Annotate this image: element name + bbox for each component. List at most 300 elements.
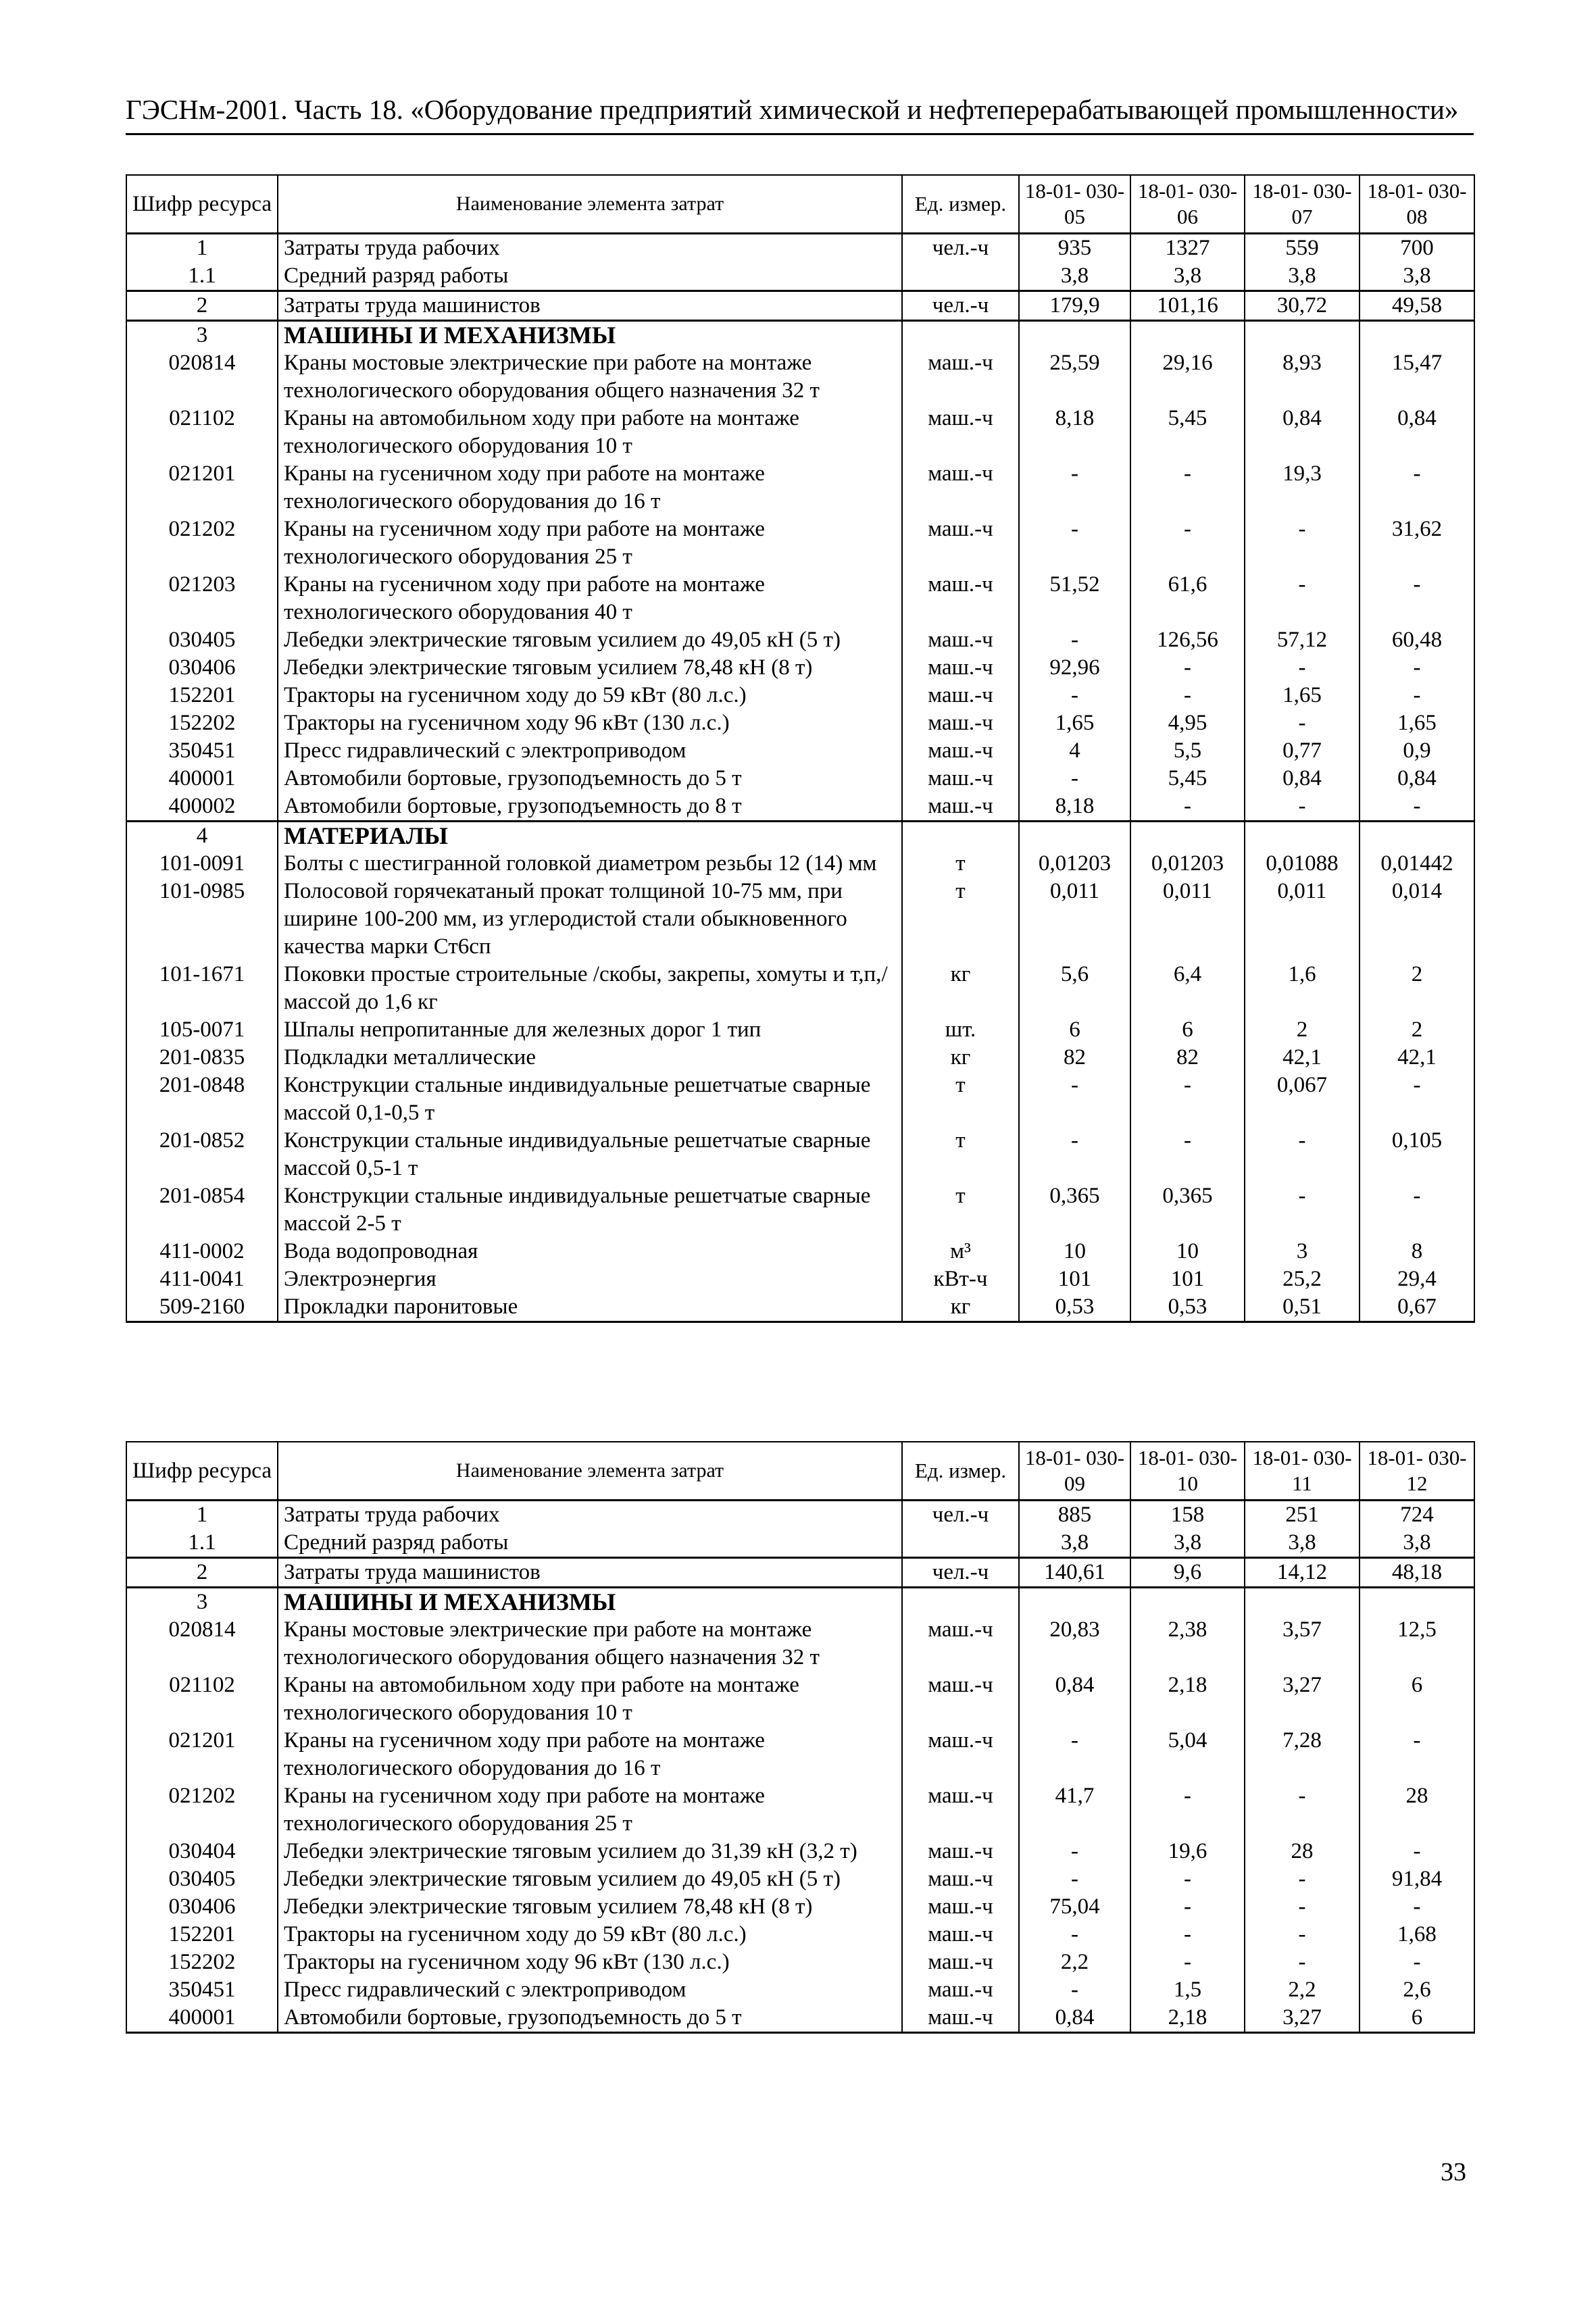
norm-value-cell: - <box>1019 1865 1130 1893</box>
resource-code-cell: 2 <box>126 1558 278 1588</box>
cost-element-name-cell: Краны мостовые электрические при работе на монтаже технологического оборудования общего назначения 32 т <box>278 1616 902 1671</box>
resource-code-cell: 021102 <box>126 1671 278 1727</box>
resource-code-cell: 021201 <box>126 460 278 515</box>
resource-code-cell: 411-0002 <box>126 1238 278 1265</box>
norm-value-cell: 0,84 <box>1245 765 1360 793</box>
norm-value-cell: 0,9 <box>1360 737 1474 765</box>
norm-value-cell: 724 <box>1360 1501 1474 1530</box>
resource-code-cell: 2 <box>126 291 278 321</box>
norm-value-cell: 0,011 <box>1245 878 1360 961</box>
norm-value-cell: 0,84 <box>1245 405 1360 460</box>
norm-value-cell: 42,1 <box>1245 1044 1360 1072</box>
norm-value-cell: - <box>1130 1072 1245 1127</box>
table-row <box>126 1501 1474 1530</box>
cost-element-name-cell: Лебедки электрические тяговым усилием 78,48 кН (8 т) <box>278 654 902 682</box>
cost-element-name-cell: Затраты труда машинистов <box>278 1558 902 1588</box>
norm-value-cell: - <box>1360 1072 1474 1127</box>
norm-value-cell: 2,2 <box>1019 1948 1130 1976</box>
norm-value-cell: 0,67 <box>1360 1293 1474 1322</box>
norm-value-cell: 0,067 <box>1245 1072 1360 1127</box>
cost-element-name-cell: Пресс гидравлический с электроприводом <box>278 737 902 765</box>
norm-value-cell: - <box>1245 1782 1360 1838</box>
resource-code-cell: 021203 <box>126 571 278 626</box>
unit-cell <box>902 1529 1019 1558</box>
unit-cell: маш.-ч <box>902 1921 1019 1948</box>
cost-element-name-cell: Автомобили бортовые, грузоподъемность до 5 т <box>278 765 902 793</box>
page-number: 33 <box>1441 2158 1466 2186</box>
norm-value-cell: 0,51 <box>1245 1293 1360 1322</box>
norm-value-cell: 2 <box>1245 1016 1360 1044</box>
cost-element-name-cell: Лебедки электрические тяговым усилием до 31,39 кН (3,2 т) <box>278 1838 902 1865</box>
norm-value-cell: 6 <box>1130 1016 1245 1044</box>
norm-value-cell: 2,2 <box>1245 1976 1360 2004</box>
unit-cell: т <box>902 1182 1019 1238</box>
norm-value-cell <box>1130 822 1245 851</box>
norm-value-cell: 3,8 <box>1130 262 1245 291</box>
norm-value-cell: - <box>1245 1948 1360 1976</box>
resource-code-cell: 152202 <box>126 1948 278 1976</box>
table-row <box>126 1044 1474 1072</box>
table-row <box>126 654 1474 682</box>
norm-value-cell <box>1360 1588 1474 1617</box>
table-row <box>126 571 1474 626</box>
norm-value-cell: 1,65 <box>1360 709 1474 737</box>
unit-cell: чел.-ч <box>902 234 1019 263</box>
unit-cell: маш.-ч <box>902 460 1019 515</box>
table-row <box>126 262 1474 291</box>
table-row <box>126 1616 1474 1671</box>
norm-value-cell: 3,8 <box>1245 1529 1360 1558</box>
norm-value-cell: - <box>1245 1182 1360 1238</box>
norm-value-cell: 2,38 <box>1130 1616 1245 1671</box>
cost-element-name-cell: Пресс гидравлический с электроприводом <box>278 1976 902 2004</box>
norm-value-cell: 0,84 <box>1360 765 1474 793</box>
unit-cell: т <box>902 1127 1019 1182</box>
unit-cell <box>902 321 1019 350</box>
cost-element-name-cell: МАТЕРИАЛЫ <box>278 822 902 851</box>
cost-element-name-cell: Краны на автомобильном ходу при работе на монтаже технологического оборудования 10 т <box>278 405 902 460</box>
norm-value-cell: - <box>1360 1182 1474 1238</box>
cost-element-name-cell: Средний разряд работы <box>278 262 902 291</box>
norm-value-cell: 0,84 <box>1019 2004 1130 2033</box>
norm-value-cell: - <box>1360 793 1474 822</box>
cost-element-name-cell: Болты с шестигранной головкой диаметром резьбы 12 (14) мм <box>278 850 902 878</box>
cost-element-name-cell: МАШИНЫ И МЕХАНИЗМЫ <box>278 1588 902 1617</box>
table-row <box>126 1921 1474 1948</box>
norm-value-cell: - <box>1019 682 1130 709</box>
table-row <box>126 515 1474 571</box>
norm-value-cell: 0,01442 <box>1360 850 1474 878</box>
norm-value-cell: 0,01088 <box>1245 850 1360 878</box>
unit-cell: маш.-ч <box>902 1976 1019 2004</box>
table-row <box>126 234 1474 263</box>
norm-value-cell: 8 <box>1360 1238 1474 1265</box>
col-header-unit: Ед. измер. <box>902 175 1019 234</box>
norm-value-cell: - <box>1360 571 1474 626</box>
resource-code-cell: 101-1671 <box>126 961 278 1016</box>
norm-value-cell: - <box>1130 1782 1245 1838</box>
norm-value-cell: 0,011 <box>1019 878 1130 961</box>
norm-value-cell: - <box>1245 1127 1360 1182</box>
table-row <box>126 460 1474 515</box>
norm-value-cell: - <box>1360 1948 1474 1976</box>
resource-code-cell: 101-0091 <box>126 850 278 878</box>
norm-value-cell: 1,68 <box>1360 1921 1474 1948</box>
cost-element-name-cell: Подкладки металлические <box>278 1044 902 1072</box>
resource-code-cell: 400001 <box>126 2004 278 2033</box>
table-row <box>126 1782 1474 1838</box>
cost-element-name-cell: Поковки простые строительные /скобы, закрепы, хомуты и т,п,/ массой до 1,6 кг <box>278 961 902 1016</box>
norm-value-cell <box>1245 822 1360 851</box>
cost-element-name-cell: Краны мостовые электрические при работе на монтаже технологического оборудования общего назначения 32 т <box>278 349 902 405</box>
norm-value-cell: - <box>1245 1893 1360 1921</box>
unit-cell: чел.-ч <box>902 1558 1019 1588</box>
table-row <box>126 291 1474 321</box>
norm-value-cell: 0,77 <box>1245 737 1360 765</box>
cost-element-name-cell: Электроэнергия <box>278 1265 902 1293</box>
norm-value-cell: 0,105 <box>1360 1127 1474 1182</box>
norm-value-cell: 935 <box>1019 234 1130 263</box>
norm-value-cell: 1,5 <box>1130 1976 1245 2004</box>
resource-code-cell: 101-0985 <box>126 878 278 961</box>
norm-value-cell: - <box>1130 1865 1245 1893</box>
norm-value-cell: - <box>1245 709 1360 737</box>
resource-code-cell: 021201 <box>126 1727 278 1782</box>
norm-value-cell: 4 <box>1019 737 1130 765</box>
unit-cell: кг <box>902 1044 1019 1072</box>
table-row <box>126 1529 1474 1558</box>
resource-code-cell: 152202 <box>126 709 278 737</box>
norm-value-cell <box>1360 822 1474 851</box>
norm-value-cell: 29,16 <box>1130 349 1245 405</box>
cost-element-name-cell: Тракторы на гусеничном ходу 96 кВт (130 л.с.) <box>278 709 902 737</box>
resource-code-cell: 030404 <box>126 1838 278 1865</box>
table-row <box>126 709 1474 737</box>
table-row <box>126 1838 1474 1865</box>
resource-code-cell: 350451 <box>126 1976 278 2004</box>
norm-value-cell: - <box>1360 1727 1474 1782</box>
norm-value-cell: 101 <box>1130 1265 1245 1293</box>
norm-value-cell: 82 <box>1019 1044 1130 1072</box>
norm-value-cell: 5,45 <box>1130 405 1245 460</box>
cost-element-name-cell: Средний разряд работы <box>278 1529 902 1558</box>
resource-code-cell: 1.1 <box>126 262 278 291</box>
norm-value-cell: - <box>1130 1127 1245 1182</box>
col-header-norm-code: 18-01- 030-10 <box>1130 1442 1245 1501</box>
resource-code-cell: 201-0852 <box>126 1127 278 1182</box>
resource-code-cell: 411-0041 <box>126 1265 278 1293</box>
norm-value-cell: 48,18 <box>1360 1558 1474 1588</box>
norm-value-cell: 3,8 <box>1130 1529 1245 1558</box>
norm-value-cell: 8,18 <box>1019 405 1130 460</box>
col-header-norm-code: 18-01- 030-08 <box>1360 175 1474 234</box>
resource-code-cell: 021202 <box>126 1782 278 1838</box>
cost-element-name-cell: Прокладки паронитовые <box>278 1293 902 1322</box>
table-row <box>126 850 1474 878</box>
header-rule <box>126 133 1474 135</box>
unit-cell: т <box>902 878 1019 961</box>
norm-value-cell: 15,47 <box>1360 349 1474 405</box>
col-header-code: Шифр ресурса <box>126 175 278 234</box>
norm-value-cell: 0,84 <box>1360 405 1474 460</box>
cost-element-name-cell: Автомобили бортовые, грузоподъемность до 8 т <box>278 793 902 822</box>
norm-value-cell: 8,93 <box>1245 349 1360 405</box>
norm-value-cell: 5,5 <box>1130 737 1245 765</box>
norm-value-cell: 19,3 <box>1245 460 1360 515</box>
norm-value-cell: - <box>1245 571 1360 626</box>
cost-element-name-cell: Конструкции стальные индивидуальные решетчатые сварные массой 0,5-1 т <box>278 1127 902 1182</box>
unit-cell: чел.-ч <box>902 1501 1019 1530</box>
norm-value-cell: - <box>1360 1893 1474 1921</box>
norm-value-cell: - <box>1019 515 1130 571</box>
table-row <box>126 878 1474 961</box>
norm-value-cell: 885 <box>1019 1501 1130 1530</box>
cost-element-name-cell: Краны на гусеничном ходу при работе на монтаже технологического оборудования 40 т <box>278 571 902 626</box>
cost-element-name-cell: Шпалы непропитанные для железных дорог 1 тип <box>278 1016 902 1044</box>
resource-code-cell: 152201 <box>126 682 278 709</box>
cost-element-name-cell: Краны на автомобильном ходу при работе на монтаже технологического оборудования 10 т <box>278 1671 902 1727</box>
norm-value-cell: 126,56 <box>1130 626 1245 654</box>
unit-cell: маш.-ч <box>902 1671 1019 1727</box>
norm-value-cell: 12,5 <box>1360 1616 1474 1671</box>
resource-code-cell: 030406 <box>126 1893 278 1921</box>
norm-value-cell: 5,6 <box>1019 961 1130 1016</box>
unit-cell: маш.-ч <box>902 2004 1019 2033</box>
table-row <box>126 961 1474 1016</box>
col-header-norm-code: 18-01- 030-09 <box>1019 1442 1130 1501</box>
unit-cell: маш.-ч <box>902 682 1019 709</box>
norm-value-cell: - <box>1019 1921 1130 1948</box>
unit-cell: т <box>902 1072 1019 1127</box>
norm-value-cell: - <box>1019 1072 1130 1127</box>
cost-element-name-cell: МАШИНЫ И МЕХАНИЗМЫ <box>278 321 902 350</box>
unit-cell: маш.-ч <box>902 349 1019 405</box>
table-row <box>126 321 1474 350</box>
col-header-unit: Ед. измер. <box>902 1442 1019 1501</box>
norm-value-cell: 82 <box>1130 1044 1245 1072</box>
norm-value-cell: - <box>1245 1921 1360 1948</box>
norm-value-cell: 20,83 <box>1019 1616 1130 1671</box>
col-header-norm-code: 18-01- 030-12 <box>1360 1442 1474 1501</box>
norm-value-cell: 75,04 <box>1019 1893 1130 1921</box>
cost-element-name-cell: Вода водопроводная <box>278 1238 902 1265</box>
col-header-norm-code: 18-01- 030-11 <box>1245 1442 1360 1501</box>
table-row <box>126 822 1474 851</box>
table-row <box>126 765 1474 793</box>
resource-code-cell: 1 <box>126 1501 278 1530</box>
table-row <box>126 1182 1474 1238</box>
norm-value-cell: 158 <box>1130 1501 1245 1530</box>
resource-code-cell: 152201 <box>126 1921 278 1948</box>
norm-value-cell: - <box>1130 654 1245 682</box>
norm-value-cell: 0,53 <box>1130 1293 1245 1322</box>
table-row <box>126 1893 1474 1921</box>
norm-value-cell: 25,2 <box>1245 1265 1360 1293</box>
norm-value-cell <box>1130 321 1245 350</box>
resource-code-cell: 201-0848 <box>126 1072 278 1127</box>
col-header-name: Наименование элемента затрат <box>278 175 902 234</box>
cost-element-name-cell: Автомобили бортовые, грузоподъемность до 5 т <box>278 2004 902 2033</box>
norm-value-cell: 10 <box>1130 1238 1245 1265</box>
norm-value-cell: 25,59 <box>1019 349 1130 405</box>
norm-value-cell: 0,014 <box>1360 878 1474 961</box>
norm-value-cell: - <box>1360 1838 1474 1865</box>
unit-cell: м³ <box>902 1238 1019 1265</box>
norm-value-cell <box>1019 1588 1130 1617</box>
table-row <box>126 1293 1474 1322</box>
table-row <box>126 1238 1474 1265</box>
resource-code-cell: 201-0835 <box>126 1044 278 1072</box>
table-row <box>126 1671 1474 1727</box>
norm-value-cell: 57,12 <box>1245 626 1360 654</box>
norm-value-cell: 60,48 <box>1360 626 1474 654</box>
col-header-name: Наименование элемента затрат <box>278 1442 902 1501</box>
cost-element-name-cell: Конструкции стальные индивидуальные решетчатые сварные массой 0,1-0,5 т <box>278 1072 902 1127</box>
resource-code-cell: 3 <box>126 321 278 350</box>
norm-value-cell: - <box>1130 1921 1245 1948</box>
norm-value-cell: - <box>1019 765 1130 793</box>
norm-value-cell: 3,8 <box>1360 262 1474 291</box>
table-row <box>126 1072 1474 1127</box>
cost-element-name-cell: Затраты труда рабочих <box>278 1501 902 1530</box>
cost-element-name-cell: Затраты труда машинистов <box>278 291 902 321</box>
norm-value-cell: 0,365 <box>1130 1182 1245 1238</box>
norm-value-cell: 2,6 <box>1360 1976 1474 2004</box>
unit-cell: маш.-ч <box>902 571 1019 626</box>
resource-code-cell: 021202 <box>126 515 278 571</box>
norm-value-cell: 1,6 <box>1245 961 1360 1016</box>
unit-cell: маш.-ч <box>902 765 1019 793</box>
cost-element-name-cell: Конструкции стальные индивидуальные решетчатые сварные массой 2-5 т <box>278 1182 902 1238</box>
unit-cell: т <box>902 850 1019 878</box>
norm-value-cell: - <box>1019 1838 1130 1865</box>
norm-value-cell: 3,8 <box>1360 1529 1474 1558</box>
resource-code-cell: 020814 <box>126 1616 278 1671</box>
norm-value-cell: 28 <box>1360 1782 1474 1838</box>
cost-element-name-cell: Тракторы на гусеничном ходу 96 кВт (130 л.с.) <box>278 1948 902 1976</box>
unit-cell: кг <box>902 1293 1019 1322</box>
unit-cell: маш.-ч <box>902 1838 1019 1865</box>
table-row <box>126 1976 1474 2004</box>
norm-value-cell: 91,84 <box>1360 1865 1474 1893</box>
norm-value-cell: - <box>1019 1727 1130 1782</box>
norm-value-cell: 0,365 <box>1019 1182 1130 1238</box>
norm-value-cell: - <box>1245 793 1360 822</box>
norm-value-cell: - <box>1019 460 1130 515</box>
unit-cell: маш.-ч <box>902 1616 1019 1671</box>
unit-cell: маш.-ч <box>902 737 1019 765</box>
unit-cell: маш.-ч <box>902 1782 1019 1838</box>
norm-value-cell: 2 <box>1360 1016 1474 1044</box>
norm-value-cell: - <box>1245 1865 1360 1893</box>
norm-value-cell: - <box>1360 460 1474 515</box>
norm-value-cell: - <box>1019 626 1130 654</box>
norm-value-cell: 10 <box>1019 1238 1130 1265</box>
norm-value-cell: 700 <box>1360 234 1474 263</box>
norm-value-cell: 251 <box>1245 1501 1360 1530</box>
norm-value-cell: 51,52 <box>1019 571 1130 626</box>
table-row <box>126 1265 1474 1293</box>
resource-code-cell: 350451 <box>126 737 278 765</box>
norm-value-cell: - <box>1360 682 1474 709</box>
resource-code-cell: 1 <box>126 234 278 263</box>
norm-value-cell: - <box>1130 1948 1245 1976</box>
norm-value-cell: 1,65 <box>1245 682 1360 709</box>
unit-cell: маш.-ч <box>902 709 1019 737</box>
resource-code-cell: 400002 <box>126 793 278 822</box>
resource-code-cell: 3 <box>126 1588 278 1617</box>
norm-value-cell: 31,62 <box>1360 515 1474 571</box>
unit-cell: маш.-ч <box>902 1865 1019 1893</box>
cost-element-name-cell: Лебедки электрические тяговым усилием до 49,05 кН (5 т) <box>278 626 902 654</box>
norm-value-cell: 6 <box>1360 2004 1474 2033</box>
norm-value-cell: 140,61 <box>1019 1558 1130 1588</box>
norm-value-cell: 3,27 <box>1245 1671 1360 1727</box>
resource-code-cell: 020814 <box>126 349 278 405</box>
norm-value-cell: 4,95 <box>1130 709 1245 737</box>
norm-value-cell: - <box>1130 515 1245 571</box>
table-row <box>126 2004 1474 2033</box>
unit-cell: маш.-ч <box>902 405 1019 460</box>
unit-cell <box>902 262 1019 291</box>
norm-value-cell: 0,01203 <box>1019 850 1130 878</box>
resource-code-cell: 509-2160 <box>126 1293 278 1322</box>
resource-code-cell: 021102 <box>126 405 278 460</box>
resource-code-cell: 4 <box>126 822 278 851</box>
norm-value-cell: - <box>1019 1976 1130 2004</box>
unit-cell <box>902 1588 1019 1617</box>
unit-cell: кВт-ч <box>902 1265 1019 1293</box>
resource-code-cell: 105-0071 <box>126 1016 278 1044</box>
norm-value-cell: - <box>1130 793 1245 822</box>
norm-value-cell: - <box>1130 460 1245 515</box>
norm-value-cell: 0,53 <box>1019 1293 1130 1322</box>
norm-value-cell: 29,4 <box>1360 1265 1474 1293</box>
norm-value-cell: 92,96 <box>1019 654 1130 682</box>
table-row <box>126 405 1474 460</box>
norm-value-cell: 8,18 <box>1019 793 1130 822</box>
norm-value-cell: 179,9 <box>1019 291 1130 321</box>
unit-cell: маш.-ч <box>902 654 1019 682</box>
cost-element-name-cell: Тракторы на гусеничном ходу до 59 кВт (80 л.с.) <box>278 682 902 709</box>
norm-value-cell: 3,8 <box>1245 262 1360 291</box>
resource-code-cell: 030406 <box>126 654 278 682</box>
unit-cell: маш.-ч <box>902 626 1019 654</box>
norm-value-cell: - <box>1245 515 1360 571</box>
norm-value-cell: 2,18 <box>1130 1671 1245 1727</box>
norm-value-cell: 1,65 <box>1019 709 1130 737</box>
norm-value-cell: 3,27 <box>1245 2004 1360 2033</box>
table-row <box>126 626 1474 654</box>
table-row <box>126 1948 1474 1976</box>
norm-value-cell: 0,84 <box>1019 1671 1130 1727</box>
resource-table-2 <box>126 1441 1475 2034</box>
norm-value-cell: 559 <box>1245 234 1360 263</box>
norm-value-cell: 0,011 <box>1130 878 1245 961</box>
norm-value-cell: 3,8 <box>1019 1529 1130 1558</box>
norm-value-cell: 6,4 <box>1130 961 1245 1016</box>
table-row <box>126 1865 1474 1893</box>
norm-value-cell: 6 <box>1360 1671 1474 1727</box>
norm-value-cell: 3,8 <box>1019 262 1130 291</box>
norm-value-cell: 49,58 <box>1360 291 1474 321</box>
norm-value-cell <box>1245 1588 1360 1617</box>
norm-value-cell <box>1019 822 1130 851</box>
norm-value-cell: 28 <box>1245 1838 1360 1865</box>
unit-cell: маш.-ч <box>902 515 1019 571</box>
norm-value-cell: - <box>1130 1893 1245 1921</box>
table-row <box>126 349 1474 405</box>
